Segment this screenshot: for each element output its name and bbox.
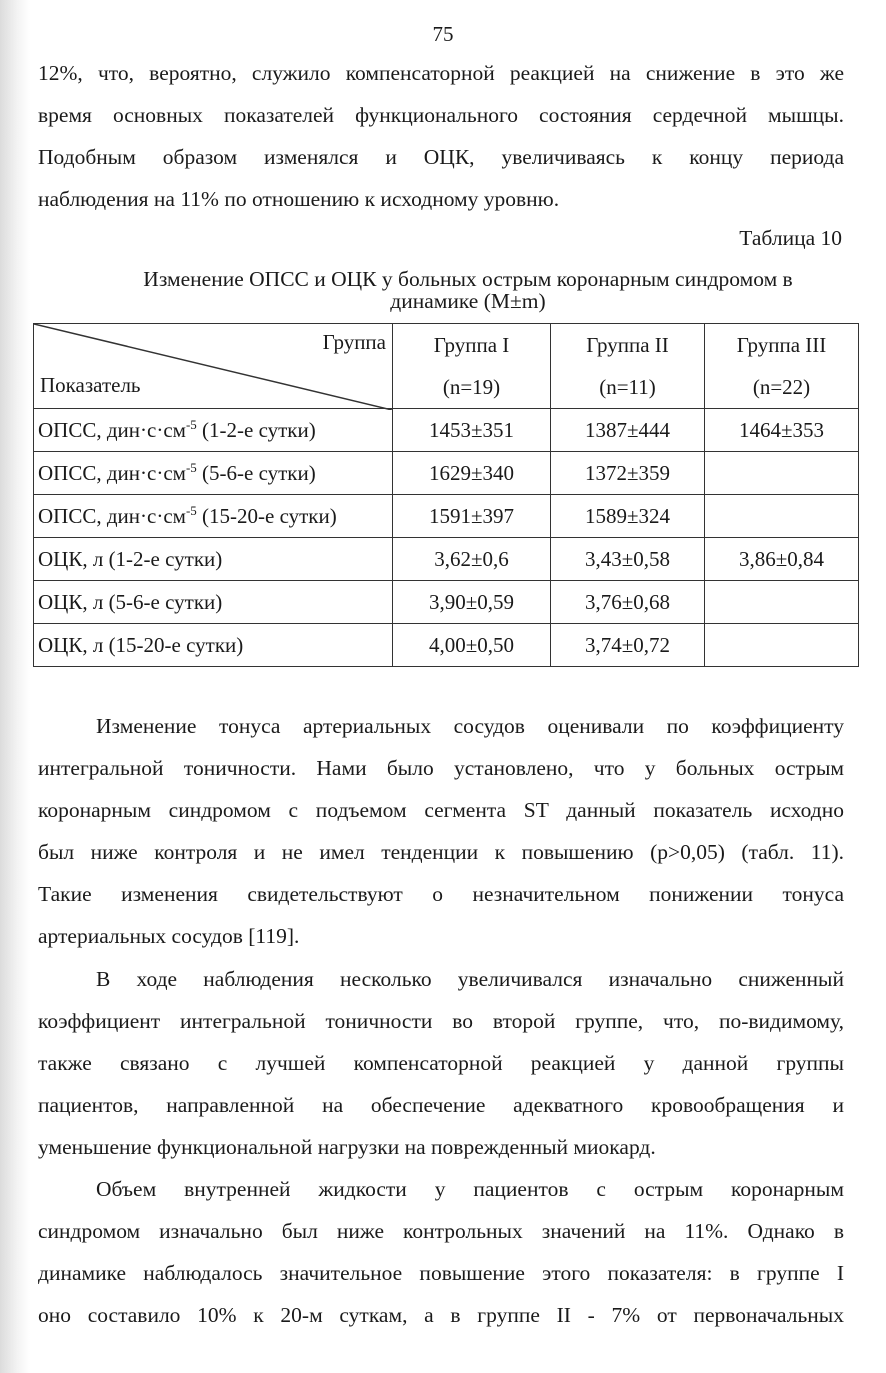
- data-table: [33, 323, 859, 667]
- column-header: [393, 324, 551, 409]
- row-label: ОПСС, $дин\cdot с\cdot см^{-5}$ (15-20-е сутки): [34, 495, 393, 538]
- table-cell: [705, 624, 859, 667]
- table-row: [34, 538, 859, 581]
- text-line: Подобным образом изменялся и ОЦК, увеличиваясь к концу периода: [38, 145, 844, 169]
- table-caption: [38, 268, 886, 312]
- text-line: был ниже контроля и не имел тенденции к повышению (p>0,05) (табл. 11).: [38, 840, 844, 864]
- text-line: динамике наблюдалось значительное повышение этого показателя: в группе I: [38, 1261, 844, 1285]
- corner-cell: [34, 324, 393, 409]
- text-line: артериальных сосудов [119].: [38, 924, 300, 948]
- text-line: время основных показателей функционального состояния сердечной мышцы.: [38, 103, 844, 127]
- table-header-row: [34, 324, 859, 409]
- table-cell: 3,90±0,59: [393, 581, 551, 624]
- corner-indicator-label: Показатель: [40, 373, 141, 397]
- table-cell: [705, 452, 859, 495]
- table-cell: [705, 495, 859, 538]
- column-n: (n=22): [752, 375, 811, 399]
- text-line: пациентов, направленной на обеспечение адекватного кровообращения и: [38, 1093, 844, 1117]
- table-cell: 3,76±0,68: [551, 581, 705, 624]
- text-line: коэффициент интегральной тоничности во второй группе, что, по-видимому,: [38, 1009, 844, 1033]
- text-line: 12%, что, вероятно, служило компенсаторной реакцией на снижение в это же: [38, 61, 844, 85]
- page-number: 75: [432, 22, 454, 46]
- column-name: Группа III: [736, 333, 827, 357]
- table-row: [34, 452, 859, 495]
- text-line: синдромом изначально был ниже контрольных значений на 11%. Однако в: [38, 1219, 844, 1243]
- row-label: ОПСС, $дин\cdot с\cdot см^{-5}$ (5-6-е сутки): [34, 452, 393, 495]
- column-name: Группа II: [586, 333, 669, 357]
- text-line: Изменение тонуса артериальных сосудов оценивали по коэффициенту: [96, 714, 844, 738]
- caption-line: динамике (M±m): [390, 289, 546, 313]
- table-row: [34, 624, 859, 667]
- paragraph-arterial-tone: [38, 705, 844, 957]
- text-line: коронарным синдромом с подъемом сегмента ST данный показатель исходно: [38, 798, 844, 822]
- caption-line: Изменение ОПСС и ОЦК у больных острым коронарным синдромом в: [143, 267, 793, 291]
- column-n: (n=11): [599, 375, 656, 399]
- text-line: наблюдения на 11% по отношению к исходному уровню.: [38, 187, 560, 211]
- table-row: [34, 581, 859, 624]
- text-line: уменьшение функциональной нагрузки на поврежденный миокард.: [38, 1135, 656, 1159]
- row-label: ОЦК, л (1-2-е сутки): [34, 538, 393, 581]
- table-cell: 1372±359: [551, 452, 705, 495]
- column-n: (n=19): [442, 375, 501, 399]
- table-row: [34, 495, 859, 538]
- row-label: ОЦК, л (15-20-е сутки): [34, 624, 393, 667]
- scan-shadow: [0, 0, 30, 1373]
- table-row: [34, 409, 859, 452]
- table-cell: 1387±444: [551, 409, 705, 452]
- text-line: Такие изменения свидетельствуют о незначительном понижении тонуса: [38, 882, 844, 906]
- column-name: Группа I: [433, 333, 510, 357]
- corner-group-label: Группа: [322, 330, 386, 354]
- table-cell: 1464±353: [705, 409, 859, 452]
- table-cell: 4,00±0,50: [393, 624, 551, 667]
- text-line: интегральной тоничности. Нами было установлено, что у больных острым: [38, 756, 844, 780]
- intro-paragraph: [38, 52, 844, 220]
- paragraph-observation: [38, 958, 844, 1168]
- table-cell: 3,86±0,84: [705, 538, 859, 581]
- column-header: [551, 324, 705, 409]
- text-line: В ходе наблюдения несколько увеличивался изначально сниженный: [96, 967, 844, 991]
- table-label: Таблица 10: [739, 226, 842, 250]
- table-cell: 1589±324: [551, 495, 705, 538]
- text-line: Объем внутренней жидкости у пациентов с острым коронарным: [96, 1177, 844, 1201]
- paragraph-fluid-volume: [38, 1168, 844, 1336]
- row-label: ОЦК, л (5-6-е сутки): [34, 581, 393, 624]
- row-label: ОПСС, $дин\cdot с\cdot см^{-5}$ (1-2-е сутки): [34, 409, 393, 452]
- table-cell: 3,62±0,6: [393, 538, 551, 581]
- table-cell: 1453±351: [393, 409, 551, 452]
- text-line: также связано с лучшей компенсаторной реакцией у данной группы: [38, 1051, 844, 1075]
- table-cell: [705, 581, 859, 624]
- table-cell: 1591±397: [393, 495, 551, 538]
- table-cell: 3,43±0,58: [551, 538, 705, 581]
- table-cell: 1629±340: [393, 452, 551, 495]
- table-cell: 3,74±0,72: [551, 624, 705, 667]
- text-line: оно составило 10% к 20-м суткам, а в группе II - 7% от первоначальных: [38, 1303, 844, 1327]
- column-header: [705, 324, 859, 409]
